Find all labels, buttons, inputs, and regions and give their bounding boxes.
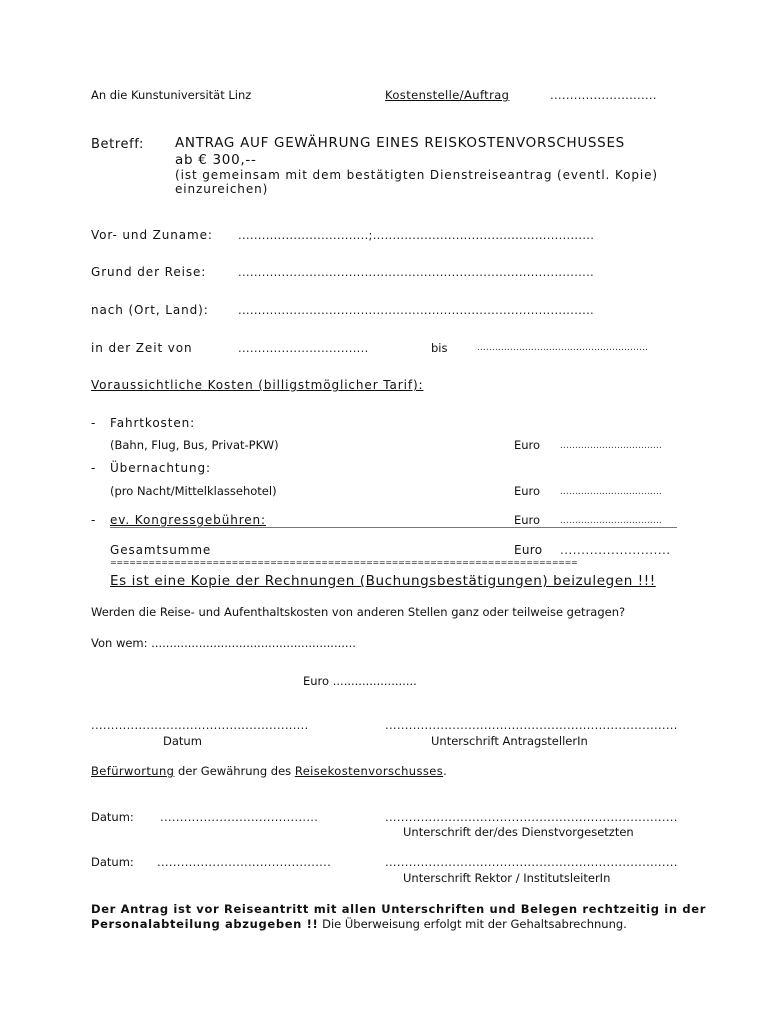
lodging-amount-field[interactable]: .................................. (560, 487, 663, 497)
period-to-label: bis (431, 341, 448, 355)
footer-payment-note: Die Überweisung erfolgt mit der Gehaltsabrechnung. (318, 917, 627, 931)
total-amount-field[interactable]: .......................... (560, 543, 671, 557)
lodging-currency: Euro (514, 484, 541, 498)
period-label: in der Zeit von (91, 341, 193, 355)
other-payer-question: Werden die Reise- und Aufenthaltskosten von anderen Stellen ganz oder teilweise getragen? (91, 605, 626, 619)
costs-heading: Voraussichtliche Kosten (billigstmöglicher Tarif): (91, 378, 424, 392)
applicant-signature-line[interactable]: .......................................................................... (385, 718, 678, 732)
endorsement-period: . (443, 764, 447, 778)
travel-currency: Euro (514, 438, 541, 452)
subject-note-1: (ist gemeinsam mit dem bestätigten Dienstreiseantrag (eventl. Kopie) (175, 168, 659, 182)
destination-label: nach (Ort, Land): (91, 303, 209, 317)
period-to-field[interactable]: ......................................................... (477, 343, 649, 353)
travel-sub: (Bahn, Flug, Bus, Privat-PKW) (110, 438, 279, 452)
lodging-sub: (pro Nacht/Mittelklassehotel) (110, 484, 277, 498)
congress-currency: Euro (514, 513, 541, 527)
from-whom-field[interactable]: Von wem: ........................................................ (91, 636, 356, 650)
total-currency: Euro (514, 543, 543, 557)
applicant-date-line[interactable]: ....................................................... (91, 718, 309, 732)
endorsement-word: Befürwortung (91, 764, 175, 778)
addressee: An die Kunstuniversität Linz (91, 88, 252, 102)
congress-underline (110, 527, 677, 528)
subject-note-2: einzureichen) (175, 182, 269, 196)
name-field[interactable]: .................................;........................................................ (238, 228, 595, 242)
applicant-date-label: Datum (163, 734, 202, 748)
destination-field[interactable]: .......................................................................................... (238, 303, 594, 317)
name-label: Vor- und Zuname: (91, 228, 213, 242)
form-title: ANTRAG AUF GEWÄHRUNG EINES REISKOSTENVORSCHUSSES (175, 135, 625, 151)
footer-line-1: Der Antrag ist vor Reiseantritt mit allen Unterschriften und Belegen rechtzeitig in der (91, 902, 707, 916)
travel-label: Fahrtkosten: (110, 416, 196, 430)
endorsement-advance-word: Reisekostenvorschusses (294, 764, 444, 778)
endorsement-middle: der Gewährung des (174, 764, 295, 778)
total-label: Gesamtsumme (110, 543, 212, 557)
supervisor-date-line[interactable]: ........................................ (160, 810, 319, 824)
rector-signature-line[interactable]: .......................................................................... (385, 855, 678, 869)
rector-date-label: Datum: (91, 855, 134, 869)
travel-dash: - (91, 416, 97, 430)
subject-label: Betreff: (91, 137, 144, 152)
congress-label: ev. Kongressgebühren: (110, 513, 267, 527)
cost-center-label: Kostenstelle/Auftrag (385, 88, 510, 102)
lodging-label: Übernachtung: (110, 461, 211, 475)
reason-field[interactable]: .......................................................................................... (238, 265, 594, 279)
supervisor-signature-label: Unterschrift der/des Dienstvorgesetzten (403, 825, 634, 839)
copy-notice: Es ist eine Kopie der Rechnungen (Buchungsbestätigungen) beizulegen !!! (110, 573, 656, 589)
other-payer-euro-field[interactable]: Euro ....................... (303, 674, 417, 688)
double-rule: ========================================================================= (110, 558, 578, 567)
rector-signature-label: Unterschrift Rektor / InstitutsleiterIn (403, 871, 611, 885)
form-amount: ab € 300,-- (175, 152, 257, 168)
footer-line-2 (91, 917, 627, 931)
congress-amount-field[interactable]: .................................. (560, 516, 663, 526)
supervisor-date-label: Datum: (91, 810, 134, 824)
supervisor-signature-line[interactable]: .......................................................................... (385, 810, 678, 824)
rector-date-line[interactable]: ............................................ (157, 855, 332, 869)
lodging-dash: - (91, 461, 97, 475)
travel-amount-field[interactable]: .................................. (560, 441, 663, 451)
reason-label: Grund der Reise: (91, 265, 207, 279)
applicant-signature-label: Unterschrift AntragstellerIn (431, 734, 588, 748)
footer-deadline: Personalabteilung abzugeben !! (91, 917, 319, 931)
cost-center-field[interactable]: ........................... (550, 88, 657, 102)
congress-dash: - (91, 513, 97, 527)
period-from-field[interactable]: ................................. (238, 341, 369, 355)
endorsement-line (91, 764, 447, 778)
